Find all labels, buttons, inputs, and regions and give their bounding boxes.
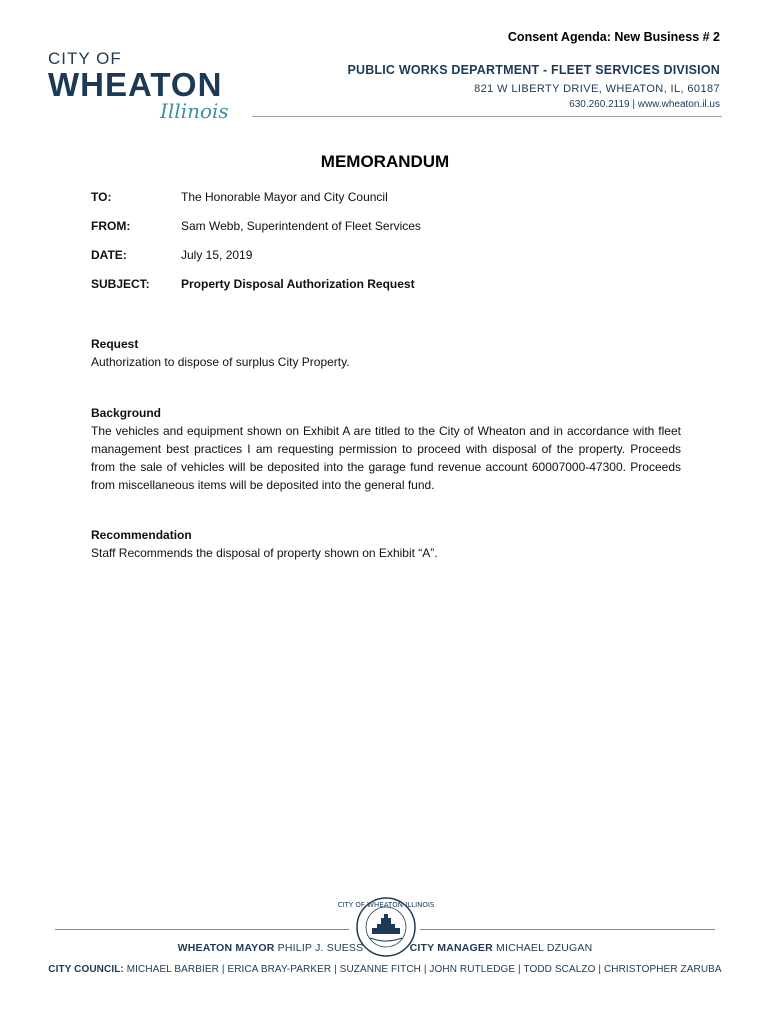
background-heading: Background (91, 406, 162, 420)
subject-value: Property Disposal Authorization Request (181, 277, 415, 291)
request-body: Authorization to dispose of surplus City Property. (91, 355, 350, 369)
footer-divider-left (55, 929, 349, 930)
department-contact: 630.260.2119 | www.wheaton.il.us (569, 99, 720, 110)
mayor-label: WHEATON MAYOR (177, 942, 275, 954)
recommendation-body: Staff Recommends the disposal of property shown on Exhibit “A”. (91, 546, 438, 560)
recommendation-heading: Recommendation (91, 528, 192, 542)
logo-illinois: Illinois (160, 99, 229, 123)
memo-to-row (91, 190, 388, 204)
background-body: The vehicles and equipment shown on Exhibit A are titled to the City of Wheaton and in accordance with fleet management best practices I am requesting permission to proceed with disposal of the property. Proceeds from the sale of vehicles will be deposited into the garage fund revenue account 60007000-47300. Proceeds from miscellaneous items will be deposited into the general fund. (91, 424, 681, 492)
memo-from-row (91, 219, 421, 233)
to-value: The Honorable Mayor and City Council (181, 190, 388, 204)
subject-label: SUBJECT: (91, 277, 150, 291)
memo-subject-row (91, 277, 415, 291)
logo-city-of: CITY OF (48, 49, 122, 68)
footer-council (0, 964, 770, 975)
manager-name: MICHAEL DZUGAN (496, 942, 593, 954)
memo-date-row (91, 248, 252, 262)
request-heading: Request (91, 337, 139, 351)
request-section (91, 335, 681, 371)
header-divider (252, 116, 722, 117)
footer-officials (0, 942, 770, 954)
agenda-label: Consent Agenda: New Business # 2 (507, 30, 720, 44)
department-name: PUBLIC WORKS DEPARTMENT - FLEET SERVICES DIVISION (347, 63, 720, 77)
from-value: Sam Webb, Superintendent of Fleet Services (181, 219, 421, 233)
department-address: 821 W LIBERTY DRIVE, WHEATON, IL, 60187 (474, 83, 720, 95)
date-value: July 15, 2019 (181, 248, 253, 262)
footer-divider-right (420, 929, 715, 930)
to-label: TO: (91, 190, 112, 204)
background-section (91, 404, 681, 494)
manager-label: CITY MANAGER (409, 942, 493, 954)
date-label: DATE: (91, 248, 127, 262)
from-label: FROM: (91, 219, 131, 233)
memo-title: MEMORANDUM (320, 152, 450, 171)
council-label: CITY COUNCIL: (48, 964, 124, 975)
logo-wheaton: WHEATON (48, 66, 223, 103)
city-logo (48, 50, 248, 130)
seal-text: CITY OF WHEATON ILLINOIS (337, 901, 435, 909)
recommendation-section (91, 526, 681, 562)
mayor-name: PHILIP J. SUESS (277, 942, 364, 954)
council-members: MICHAEL BARBIER | ERICA BRAY-PARKER | SUZANNE FITCH | JOHN RUTLEDGE | TODD SCALZO | CHRISTOPHER ZARUBA (126, 964, 722, 975)
